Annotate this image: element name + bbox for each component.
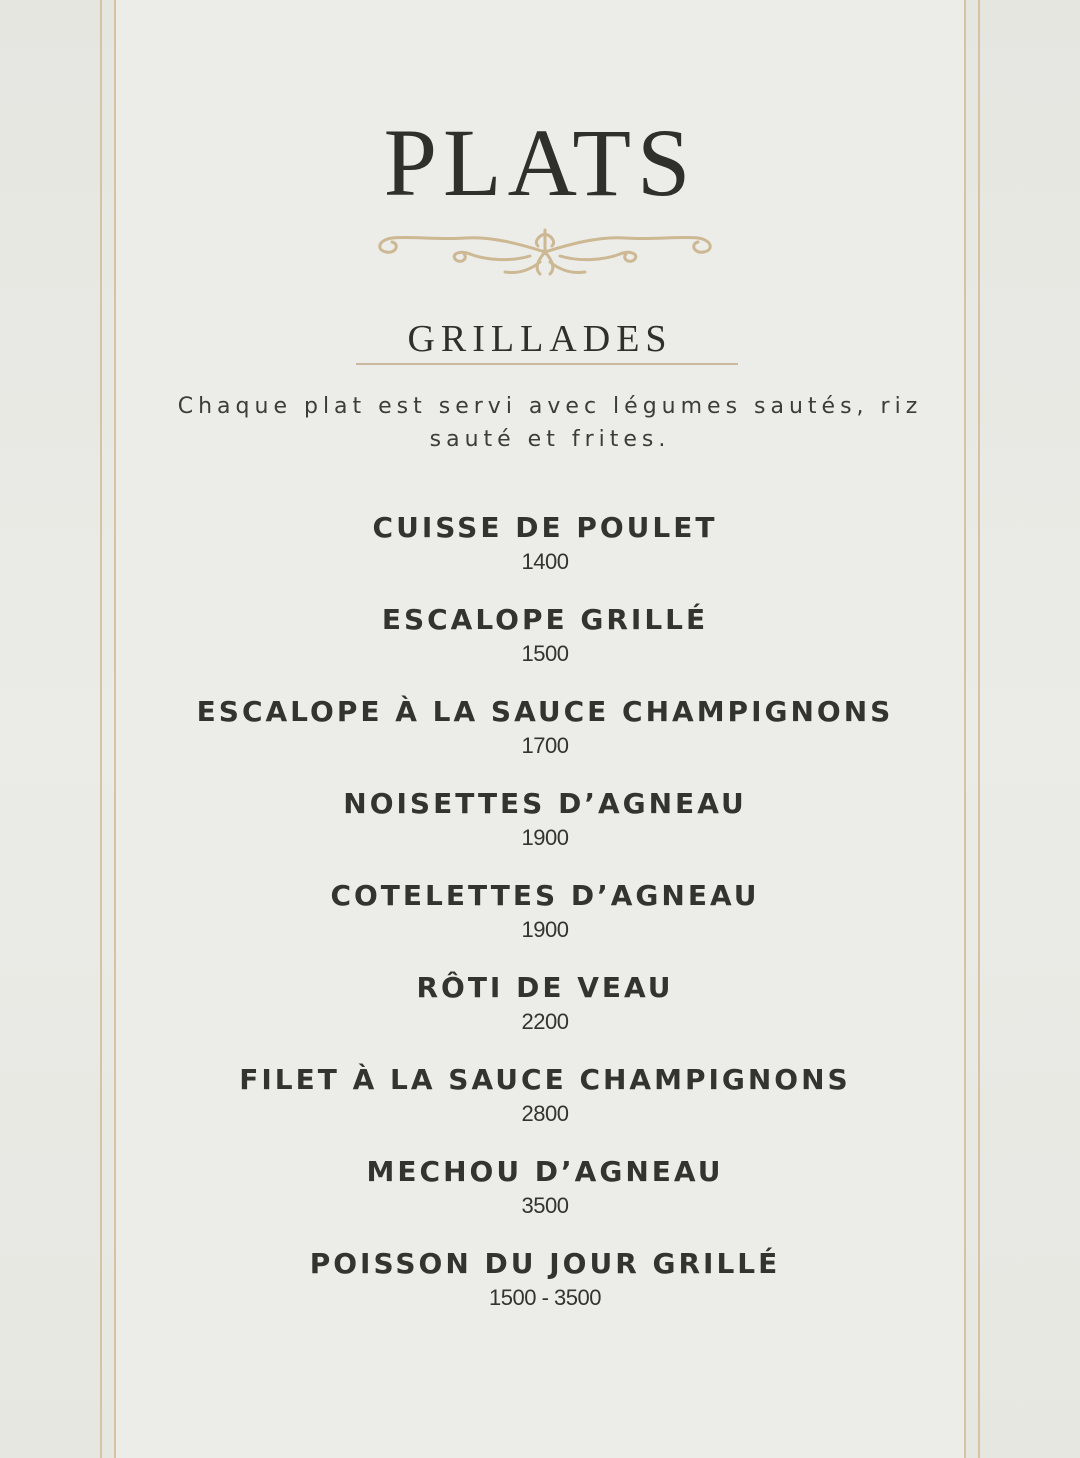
menu-item-price: 1900 [521,825,569,850]
menu-item-price: 2200 [521,1009,569,1034]
menu-item-price: 1500 - 3500 [489,1285,601,1310]
menu-item-name: ESCALOPE GRILLÉ [381,603,709,636]
menu-item [0,968,1080,1060]
menu-item-name: NOISETTES D’AGNEAU [343,787,747,820]
section-description: Chaque plat est servi avec légumes sautés, riz sauté et frites. [177,394,923,452]
menu-item [0,876,1080,968]
menu-item-price: 1700 [521,733,569,758]
menu-item-price: 1400 [521,549,569,574]
flourish-divider-icon [370,222,720,282]
menu-item-price: 1500 [521,641,569,666]
menu-item-name: FILET À LA SAUCE CHAMPIGNONS [239,1063,851,1096]
menu-item [0,1060,1080,1152]
section-title: GRILLADES [407,318,673,360]
menu-item-name: RÔTI DE VEAU [416,971,674,1004]
menu-item [0,692,1080,784]
menu-item-name: COTELETTES D’AGNEAU [330,879,760,912]
menu-item-name: ESCALOPE À LA SAUCE CHAMPIGNONS [196,695,894,728]
menu-item [0,508,1080,600]
menu-item [0,1244,1080,1336]
menu-item-price: 1900 [521,917,569,942]
section-underline [356,363,738,365]
menu-item-name: CUISSE DE POULET [372,511,718,544]
menu-item-name: MECHOU D’AGNEAU [366,1155,724,1188]
menu-item-name: POISSON DU JOUR GRILLÉ [309,1247,781,1280]
menu-item-price: 3500 [521,1193,569,1218]
menu-item [0,1152,1080,1244]
menu-item-list [0,508,1080,1336]
menu-item [0,600,1080,692]
menu-item-price: 2800 [521,1101,569,1126]
page-title: PLATS [383,109,697,216]
menu-item [0,784,1080,876]
